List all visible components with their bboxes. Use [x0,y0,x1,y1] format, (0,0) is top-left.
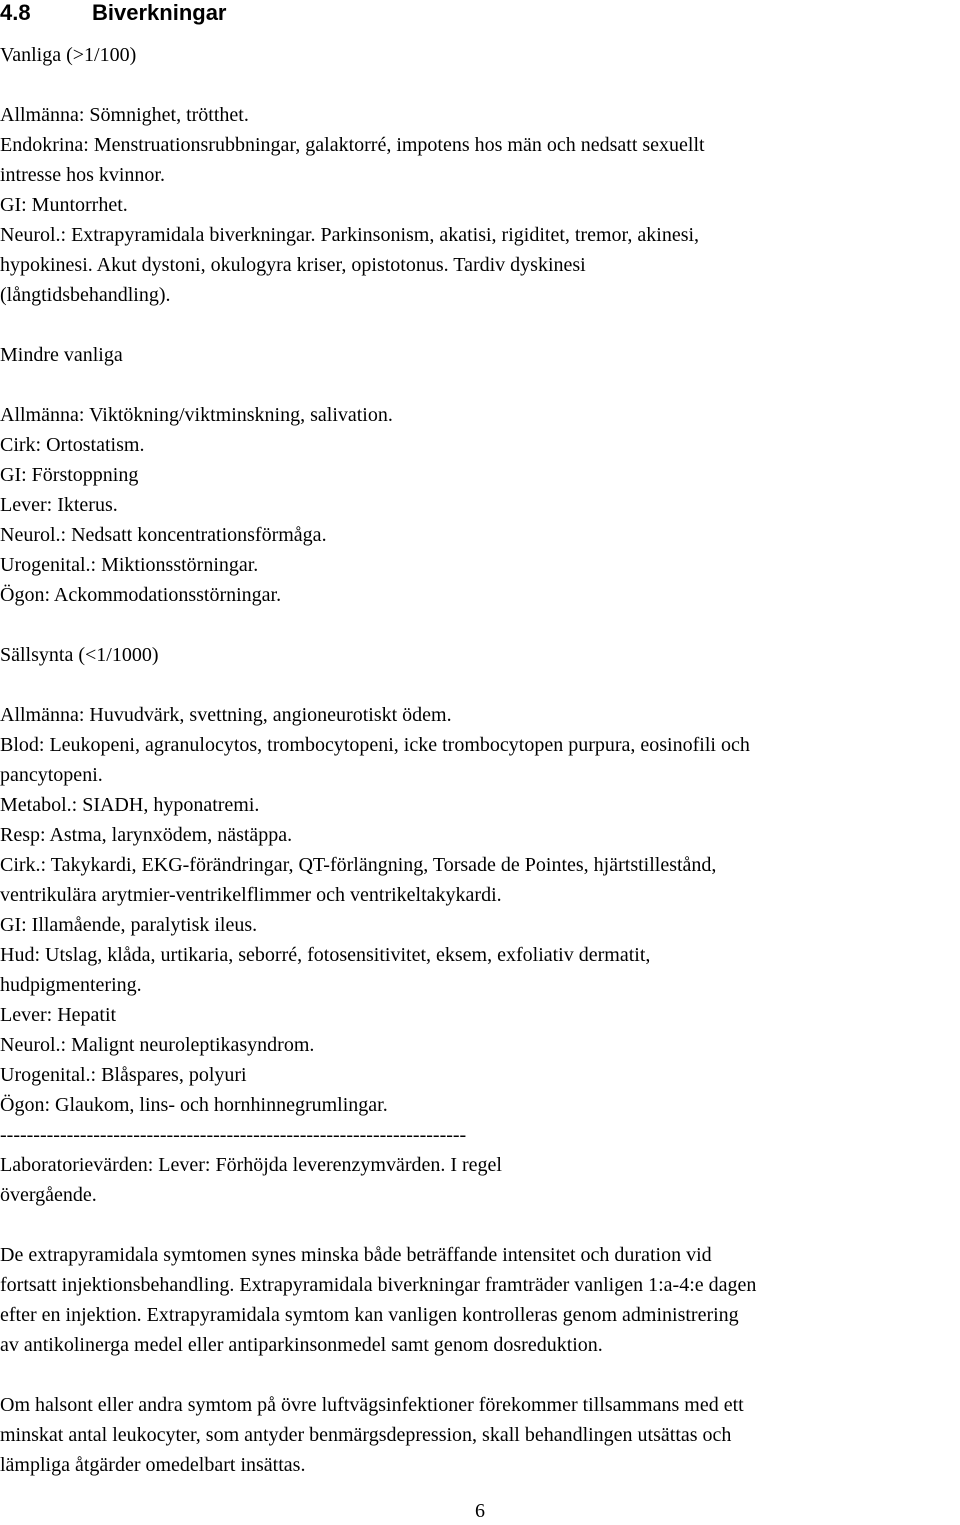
lab-line: Laboratorievärden: Lever: Förhöjda leverenzymvärden. I regel [0,1154,502,1176]
common-line: Endokrina: Menstruationsrubbningar, galaktorré, impotens hos män och nedsatt sexuellt [0,134,705,156]
rare-line: ventrikulära arytmier-ventrikelflimmer och ventrikeltakykardi. [0,884,502,906]
paragraph-line: Om halsont eller andra symtom på övre luftvägsinfektioner förekommer tillsammans med ett [0,1394,744,1416]
common-line: hypokinesi. Akut dystoni, okulogyra kriser, opistotonus. Tardiv dyskinesi [0,254,586,276]
uncommon-line: GI: Förstoppning [0,464,139,486]
lab-note [0,1150,958,1210]
paragraph-line: minskat antal leukocyter, som antyder benmärgsdepression, skall behandlingen utsättas och [0,1424,732,1446]
spacer [0,670,958,700]
spacer [0,1210,958,1240]
rare-line: Metabol.: SIADH, hyponatremi. [0,794,260,816]
paragraph-line: fortsatt injektionsbehandling. Extrapyramidala biverkningar framträder vanligen 1:a-4:e dagen [0,1274,757,1296]
uncommon-line: Lever: Ikterus. [0,494,118,516]
rare-line: Resp: Astma, larynxödem, nästäppa. [0,824,293,846]
paragraph-line: efter en injektion. Extrapyramidala symtom kan vanligen kontrolleras genom administrering [0,1304,739,1326]
uncommon-line: Urogenital.: Miktionsstörningar. [0,554,259,576]
spacer [0,610,958,640]
page-number: 6 [475,1500,485,1522]
rare-line: Ögon: Glaukom, lins- och hornhinnegrumlingar. [0,1094,388,1116]
paragraph-line: De extrapyramidala symtomen synes minska både beträffande intensitet och duration vid [0,1244,712,1266]
uncommon-heading: Mindre vanliga [0,344,123,366]
uncommon-line: Cirk: Ortostatism. [0,434,145,456]
rare-line: pancytopeni. [0,764,103,786]
rare-line: Blod: Leukopeni, agranulocytos, trombocytopeni, icke trombocytopen purpura, eosinofili och [0,734,750,756]
section-heading [0,0,227,26]
rare-list [0,700,958,1120]
spacer [0,310,958,340]
paragraph-extrapyramidal [0,1240,958,1360]
paragraph-infection [0,1390,958,1480]
paragraph-line: lämpliga åtgärder omedelbart insättas. [0,1454,306,1476]
common-list [0,100,958,310]
uncommon-line: Ögon: Ackommodationsstörningar. [0,584,282,606]
uncommon-line: Neurol.: Nedsatt koncentrationsförmåga. [0,524,327,546]
spacer [0,1360,958,1390]
lab-line: övergående. [0,1184,97,1206]
spacer [0,370,958,400]
rare-line: Cirk.: Takykardi, EKG-förändringar, QT-förlängning, Torsade de Pointes, hjärtstillestånd, [0,854,717,876]
rare-line: Allmänna: Huvudvärk, svettning, angioneurotiskt ödem. [0,704,452,726]
rare-line: GI: Illamående, paralytisk ileus. [0,914,258,936]
rare-line: Hud: Utslag, klåda, urtikaria, seborré, fotosensitivitet, eksem, exfoliativ dermatit, [0,944,651,966]
separator-line: ---------------------------------------------------------------------- [0,1124,467,1146]
spacer [0,70,958,100]
common-line: Neurol.: Extrapyramidala biverkningar. Parkinsonism, akatisi, rigiditet, tremor, akinesi, [0,224,700,246]
uncommon-list [0,400,958,610]
rare-line: Neurol.: Malignt neuroleptikasyndrom. [0,1034,315,1056]
rare-heading: Sällsynta (<1/1000) [0,644,159,666]
uncommon-line: Allmänna: Viktökning/viktminskning, salivation. [0,404,393,426]
common-heading: Vanliga (>1/100) [0,44,137,66]
rare-line: hudpigmentering. [0,974,142,996]
rare-line: Urogenital.: Blåspares, polyuri [0,1064,247,1086]
section-number: 4.8 [0,0,31,25]
section-title: Biverkningar [92,0,227,25]
common-line: (långtidsbehandling). [0,284,171,306]
common-line: Allmänna: Sömnighet, trötthet. [0,104,249,126]
common-line: GI: Muntorrhet. [0,194,128,216]
common-line: intresse hos kvinnor. [0,164,165,186]
paragraph-line: av antikolinerga medel eller antiparkinsonmedel samt genom dosreduktion. [0,1334,603,1356]
rare-line: Lever: Hepatit [0,1004,117,1026]
document-body [0,40,958,1480]
